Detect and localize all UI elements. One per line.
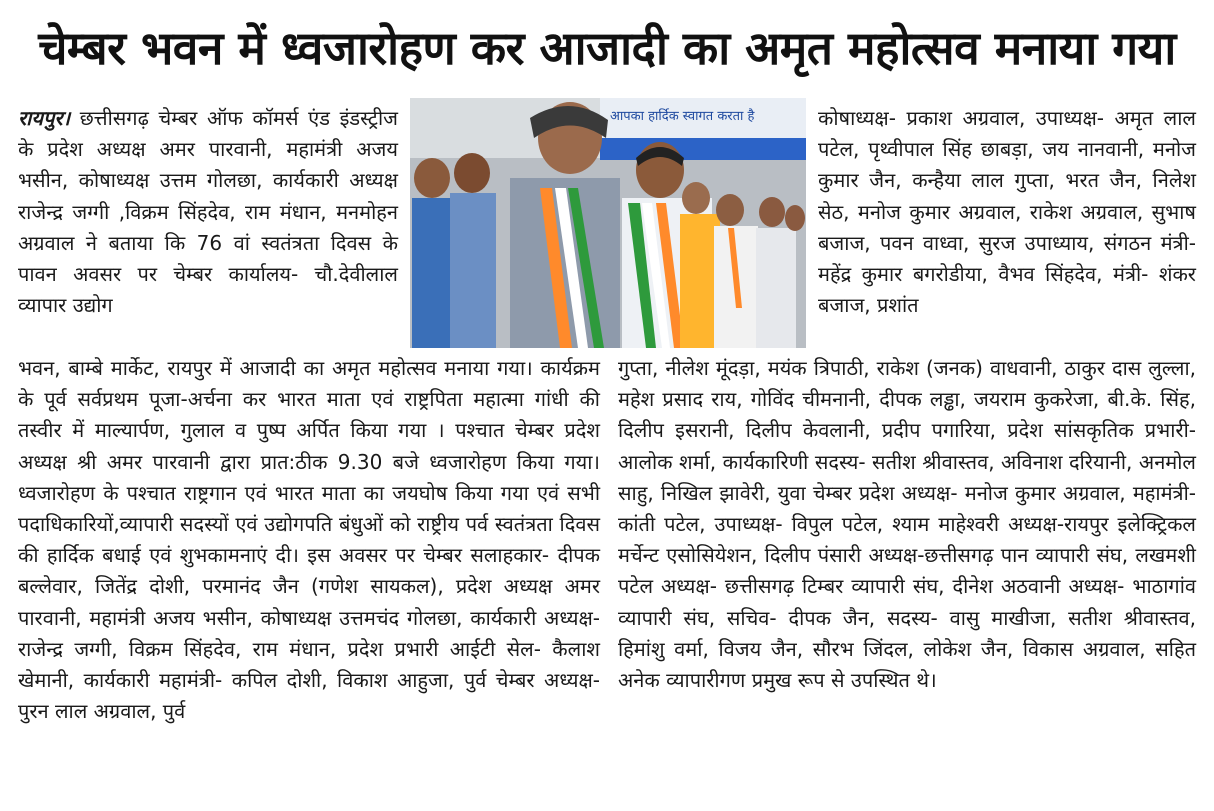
article-column-right-bottom (618, 353, 1196, 696)
news-photo (410, 98, 806, 348)
article-text-left-bottom: भवन, बाम्बे मार्केट, रायपुर में आजादी का अमृत महोत्सव मनाया गया। कार्यक्रम के पूर्व सर्वप्रथम पूजा-अर्चना कर भारत माता एवं राष्ट्रपिता महात्मा गांधी की तस्वीर में माल्यार्पण, गुलाल व पुष्प अर्पित किया गया । पश्चात चेम्बर प्रदेश अध्यक्ष श्री अमर पारवानी द्वारा प्रात:ठीक 9.30 बजे ध्वजारोहण किया गया।ध्वजारोहण के पश्चात राष्ट्रगान एवं भारत माता का जयघोष किया गया एवं सभी पदाधिकारियों,व्यापारी सदस्यों एवं उद्योगपति बंधुओं को राष्ट्रीय पर्व स्वतंत्रता दिवस की हार्दिक बधाई एवं शुभकामनाएं दी। इस अवसर पर चेम्बर सलाहकार- दीपक बल्लेवार, जितेंद्र दोशी, परमानंद जैन (गणेश सायकल), प्रदेश अध्यक्ष अमर पारवानी, महामंत्री अजय भसीन, कोषाध्यक्ष उत्तमचंद गोलछा, कार्यकारी अध्यक्ष-राजेन्द्र जग्गी, विक्रम सिंहदेव, राम मंधान, प्रदेश प्रभारी आईटी सेल- कैलाश खेमानी, कार्यकारी महामंत्री- कपिल दोशी, विकाश आहुजा, पुर्व चेम्बर अध्यक्ष- पुरन लाल अग्रवाल, पुर्व (18, 356, 601, 724)
dateline: रायपुर। (18, 106, 71, 130)
banner-text: आपका हार्दिक स्वागत करता है (610, 109, 755, 124)
article-text-right-bottom: गुप्ता, नीलेश मूंदड़ा, मयंक त्रिपाठी, राकेश (जनक) वाधवानी, ठाकुर दास लुल्ला, महेश प्रसाद राय, गोविंद चीमनानी, दीपक लड्ढा, जयराम कुकरेजा, बी.के. सिंह, दिलीप इसरानी, दिलीप केवलानी, प्रदीप पगारिया, प्रदेश सांसकृतिक प्रभारी- आलोक शर्मा, कार्यकारिणी सदस्य- सतीश श्रीवास्तव, अविनाश दरियानी, अनमोल साहु, निखिल झावेरी, युवा चेम्बर प्रदेश अध्यक्ष- मनोज कुमार अग्रवाल, महामंत्री- कांती पटेल, उपाध्यक्ष- विपुल पटेल, श्याम माहेश्वरी अध्यक्ष-रायपुर इलेक्ट्रिकल मर्चेन्ट एसोसियेशन, दिलीप पंसारी अध्यक्ष-छत्तीसगढ़ पान व्यापारी संघ, लखमशी पटेल अध्यक्ष- छत्तीसगढ़ टिम्बर व्यापारी संघ, दीनेश अठवानी अध्यक्ष- भाठागांव व्यापारी संघ, सचिव- दीपक जैन, सदस्य- वासु माखीजा, सतीश श्रीवास्तव, हिमांशु वर्मा, विजय जैन, सौरभ जिंदल, लोकेश जैन, विकास अग्रवाल, सहित अनेक व्यापारीगण प्रमुख रूप से उपस्थित थे। (618, 356, 1196, 693)
article-column-right-top (818, 103, 1196, 321)
article-text-right-top: कोषाध्यक्ष- प्रकाश अग्रवाल, उपाध्यक्ष- अमृत लाल पटेल, पृथ्वीपाल सिंह छाबड़ा, जय नानवानी, मनोज कुमार जैन, कन्हैया लाल गुप्ता, भरत जैन, निलेश सेठ, मनोज कुमार अग्रवाल, राकेश अग्रवाल, सुभाष बजाज, पवन वाध्वा, सुरज उपाध्याय, संगठन मंत्री- महेंद्र कुमार बगरोडीया, वैभव सिंहदेव, मंत्री- शंकर बजाज, प्रशांत (818, 106, 1196, 318)
article-text-intro: छत्तीसगढ़ चेम्बर ऑफ कॉमर्स एंड इंडस्ट्रीज के प्रदेश अध्यक्ष अमर पारवानी, महामंत्री अजय भसीन, कोषाध्यक्ष उत्तम गोलछा, कार्यकारी अध्यक्ष राजेन्द्र जग्गी ,विक्रम सिंहदेव, राम मंधान, मनमोहन अग्रवाल ने बताया कि 76 वां स्वतंत्रता दिवस के पावन अवसर पर चेम्बर कार्यालय- चौ.देवीलाल व्यापार उद्योग (18, 106, 398, 318)
article-column-left-top (18, 103, 398, 321)
headline: चेम्बर भवन में ध्वजारोहण कर आजादी का अमृत महोत्सव मनाया गया (38, 21, 1176, 75)
article-column-left-bottom (18, 353, 600, 727)
photo-illustration (410, 98, 806, 348)
article-paragraph-intro (18, 103, 398, 321)
